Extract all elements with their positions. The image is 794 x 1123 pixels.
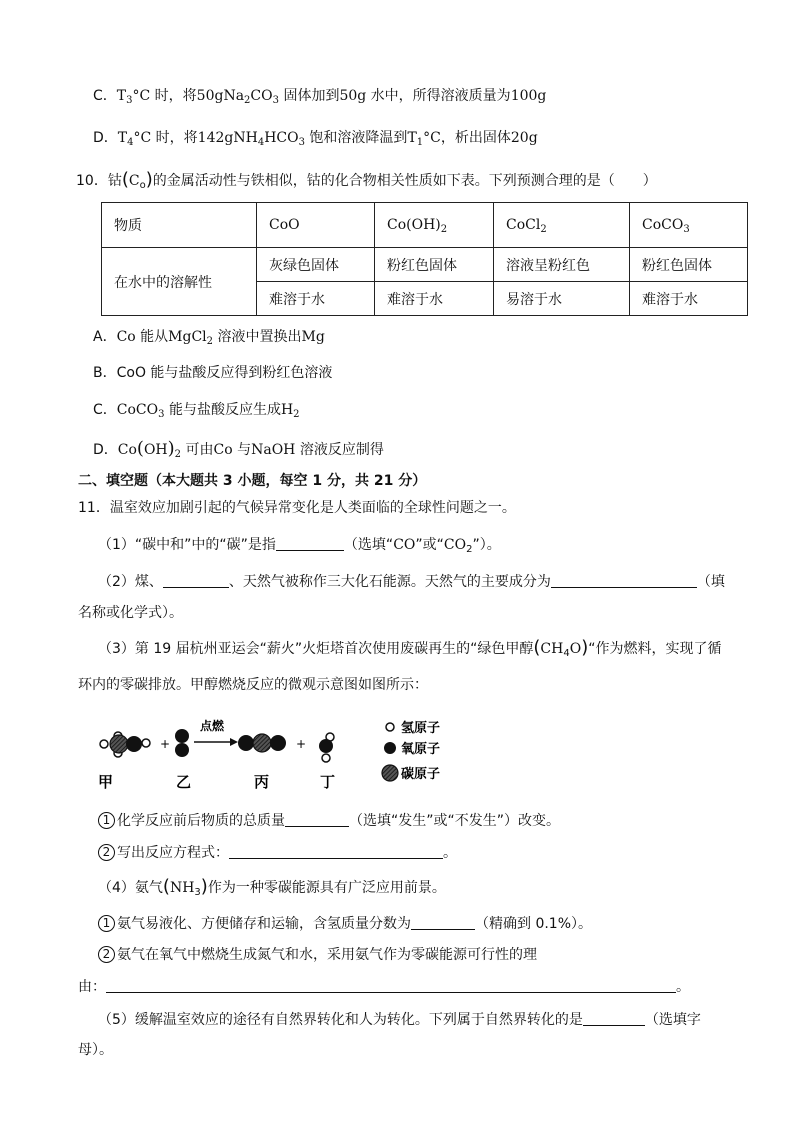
circled-number: 2 (98, 946, 115, 963)
table-cell: 易溶于水 (494, 282, 630, 316)
section-title: 二、填空题（本大题共 3 小题，每空 1 分，共 21 分） (78, 473, 427, 489)
q11-part3: （3）第 19 届杭州亚运会“薪火”火炬塔首次使用废碳再生的“绿色甲醇$(CH_4O)“$作为燃料，实现了循 (98, 637, 722, 659)
q10-option-b: B．CoO 能与盐酸反应得到粉红色溶液 (93, 365, 333, 381)
answer-blank[interactable] (583, 1011, 645, 1026)
answer-blank[interactable] (163, 573, 229, 588)
legend-hydrogen-label: 氢原子 (401, 721, 441, 736)
oxygen-atom (270, 735, 286, 751)
reaction-diagram (96, 716, 456, 796)
table-header-cell: $Co(OH)_2$ (375, 203, 494, 248)
molecule-jia (100, 732, 150, 757)
properties-table (101, 202, 748, 316)
oxygen-atom (175, 743, 189, 757)
table-header-cell: CoCl$_2$ (494, 203, 630, 248)
plus-sign: + (296, 737, 307, 751)
carbon-atom (110, 735, 128, 753)
q11-sub4-2-cont: 由： 。 (78, 979, 690, 995)
hydrogen-atom (322, 754, 330, 762)
answer-blank[interactable] (276, 536, 344, 551)
q11-part2: （2）煤、 、天然气被称作三大化石能源。天然气的主要成分为 （填 (98, 574, 725, 590)
q11-sub1: 1 化学反应前后物质的总质量 （选填“发生”或“不发生”）改变。 (98, 811, 560, 831)
label-bing: 丙 (254, 773, 270, 791)
table-cell: 难溶于水 (630, 282, 748, 316)
table-cell: 粉红色固体 (630, 248, 748, 282)
table-cell: 难溶于水 (375, 282, 494, 316)
molecule-bing (238, 734, 286, 752)
table-cell: 灰绿色固体 (257, 248, 375, 282)
arrow-label: 点燃 (200, 719, 225, 733)
q11-sub2: 2 写出反应方程式： 。 (98, 843, 457, 863)
table-header-row (102, 203, 748, 248)
table-header-cell: 物质 (102, 203, 257, 248)
label-yi: 乙 (176, 773, 192, 791)
legend-oxygen-icon (384, 742, 396, 754)
q11-part3-cont: 环内的零碳排放。甲醇燃烧反应的微观示意图如图所示： (78, 677, 428, 693)
label-ding: 丁 (320, 773, 336, 791)
legend-carbon-icon (382, 765, 398, 781)
table-row-label: 在水中的溶解性 (102, 248, 257, 316)
circled-number: 1 (98, 915, 115, 932)
molecule-ding (319, 733, 334, 762)
q9-option-d: D．$T_4^\circ C$ 时，将$142gNH_4HCO_3$ 饱和溶液降温到$T_1^\circ C$，析出固体20g (93, 130, 538, 148)
oxygen-atom (238, 735, 254, 751)
legend-hydrogen-icon (386, 723, 394, 731)
answer-blank[interactable] (411, 915, 475, 930)
table-header-cell: CoCO$_3$ (630, 203, 748, 248)
table-row (102, 248, 748, 282)
legend-oxygen-label: 氧原子 (401, 742, 441, 757)
answer-blank[interactable] (106, 978, 676, 993)
q10-option-c: C．CoCO$_3$ 能与盐酸反应生成$H_2$ (93, 402, 300, 420)
hydrogen-atom (100, 740, 108, 748)
table-cell: 粉红色固体 (375, 248, 494, 282)
arrow-head-icon (230, 738, 238, 746)
table-cell: 难溶于水 (257, 282, 375, 316)
oxygen-atom (126, 736, 142, 752)
circled-number: 2 (98, 844, 115, 861)
q9-option-c: C．$T_3^\circ C$ 时，将$50gNa_2CO_3$ 固体加到50g 水中，所得溶液质量为100g (93, 88, 547, 106)
q11-sub4-2: 2 氨气在氧气中燃烧生成氮气和水，采用氨气作为零碳能源可行性的理 (98, 945, 537, 965)
molecule-yi (175, 729, 189, 757)
q11-part2-cont: 名称或化学式）。 (78, 605, 183, 621)
oxygen-atom (175, 729, 189, 743)
q11-part4: （4）氨气$(NH_3)$作为一种零碳能源具有广泛应用前景。 (98, 876, 446, 898)
q11-part5-cont: 母）。 (78, 1042, 113, 1058)
q11-part1: （1）“碳中和”中的“碳”是指 （选填“CO”或“$CO_2$”）。 (98, 537, 501, 555)
q11-stem: 11．温室效应加剧引起的气候异常变化是人类面临的全球性问题之一。 (78, 500, 516, 516)
label-jia: 甲 (98, 773, 114, 791)
answer-blank[interactable] (551, 573, 697, 588)
table-cell: 溶液呈粉红色 (494, 248, 630, 282)
q11-part5: （5）缓解温室效应的途径有自然界转化和人为转化。下列属于自然界转化的是 （选填字 (98, 1012, 701, 1028)
q11-sub4-1: 1 氨气易液化、方便储存和运输，含氢质量分数为 （精确到 0.1%）。 (98, 914, 592, 934)
plus-sign: + (160, 737, 171, 751)
carbon-atom (253, 734, 271, 752)
q10-stem: 10．钴$(C_o)$的金属活动性与铁相似，钴的化合物相关性质如下表。下列预测合理的是（ ） (76, 169, 657, 191)
answer-blank[interactable] (285, 812, 349, 827)
oxygen-atom (319, 739, 333, 753)
table-header-cell: CoO (257, 203, 375, 248)
legend-carbon-label: 碳原子 (401, 767, 441, 782)
answer-blank[interactable] (229, 844, 443, 859)
q10-option-a: A．Co 能从MgCl$_2$ 溶液中置换出Mg (93, 329, 325, 347)
circled-number: 1 (98, 812, 115, 829)
q10-option-d: D．$Co(OH)_2$ 可由Co 与NaOH 溶液反应制得 (93, 438, 384, 460)
hydrogen-atom (142, 739, 150, 747)
